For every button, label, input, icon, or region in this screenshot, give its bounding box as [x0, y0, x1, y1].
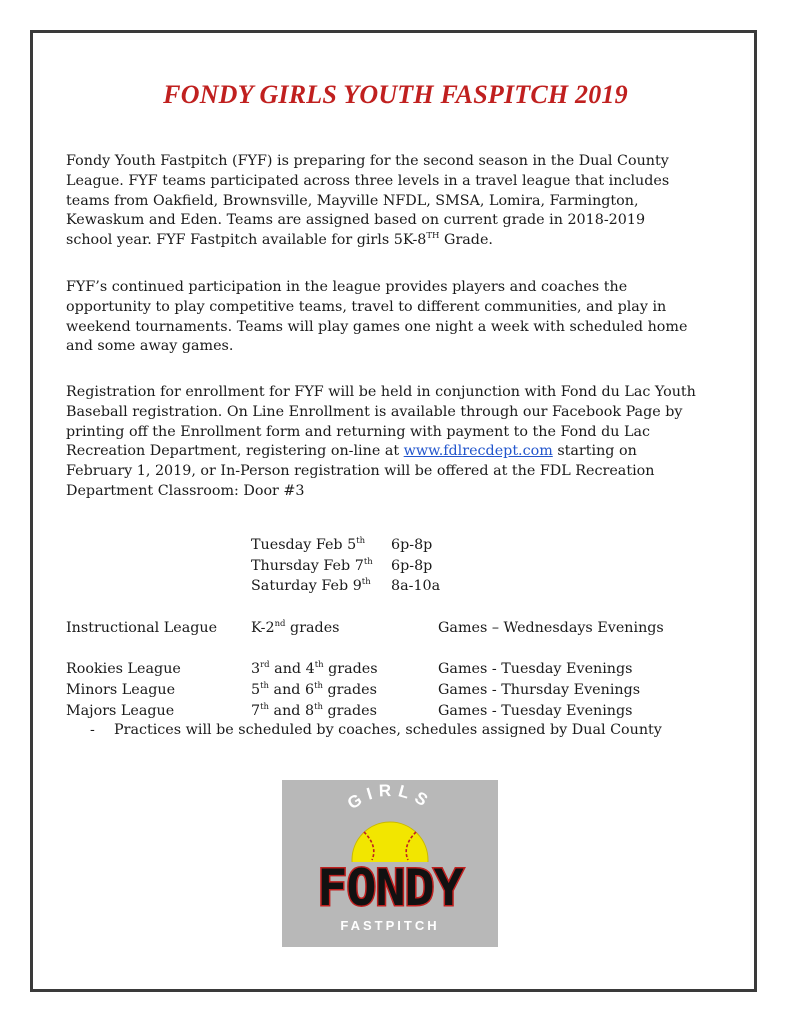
league-grades — [251, 661, 438, 677]
schedule-row — [251, 576, 440, 597]
text-line: February 1, 2019, or In-Person registration will be offered at the FDL Recreation — [66, 463, 655, 480]
practice-note — [90, 722, 662, 738]
ordinal-suffix: th — [260, 702, 269, 713]
ordinal-suffix: th — [314, 702, 323, 713]
league-row-minors — [66, 682, 640, 698]
text-segment: Grade. — [439, 232, 493, 249]
note-text: Practices will be scheduled by coaches, schedules assigned by Dual County — [114, 722, 662, 738]
schedule-time: 6p-8p — [391, 557, 433, 574]
day-label: Thursday Feb 7 — [251, 557, 364, 574]
schedule-time: 6p-8p — [391, 537, 433, 553]
league-games: Games – Wednesdays Evenings — [438, 620, 664, 636]
grade-text: 5 — [251, 682, 261, 698]
grade-text: grades — [285, 620, 340, 636]
grade-text: and 6 — [269, 682, 315, 698]
league-grades — [251, 682, 438, 698]
intro-paragraph — [66, 152, 716, 251]
grade-text: 3 — [251, 661, 261, 677]
text-line: weekend tournaments. Teams will play games one night a week with scheduled home — [66, 318, 688, 335]
text-segment: school year. FYF Fastpitch available for girls 5K-8 — [66, 232, 427, 249]
ordinal-suffix: rd — [260, 660, 270, 671]
logo-main-text: FONDY — [317, 859, 463, 917]
text-line: Fondy Youth Fastpitch (FYF) is preparing for the second season in the Dual County — [66, 153, 669, 169]
logo-arc-text: GIRLS — [344, 780, 437, 814]
schedule-row — [251, 556, 440, 577]
ordinal-suffix: th — [260, 681, 269, 692]
ordinal-suffix: th — [356, 536, 366, 547]
league-games: Games - Thursday Evenings — [438, 682, 641, 698]
league-games: Games - Tuesday Evenings — [438, 661, 633, 677]
registration-link[interactable]: www.fdlrecdept.com — [403, 443, 553, 460]
grade-text: 7 — [251, 703, 261, 719]
text-line: Registration for enrollment for FYF will be held in conjunction with Fond du Lac Youth — [66, 384, 696, 400]
text-line: teams from Oakfield, Brownsville, Mayville NFDL, SMSA, Lomira, Farmington, — [66, 192, 639, 209]
ordinal-suffix: nd — [274, 619, 286, 630]
ordinal-suffix: TH — [426, 231, 440, 242]
league-name: Rookies League — [66, 661, 181, 677]
page-title: FONDY GIRLS YOUTH FASPITCH 2019 — [163, 80, 628, 109]
registration-paragraph — [66, 383, 716, 502]
grade-text: and 8 — [269, 703, 315, 719]
league-grades — [251, 620, 438, 636]
text-line: Kewaskum and Eden. Teams are assigned based on current grade in 2018-2019 — [66, 212, 646, 229]
league-name: Majors League — [66, 703, 175, 719]
text-line: League. FYF teams participated across three levels in a travel league that includes — [66, 172, 670, 189]
schedule-day — [251, 535, 391, 556]
registration-schedule — [251, 535, 440, 597]
league-name: Minors League — [66, 682, 176, 698]
text-line: and some away games. — [66, 338, 234, 355]
day-label: Tuesday Feb 5 — [251, 537, 357, 553]
league-row-instructional — [66, 620, 664, 636]
text-line: opportunity to play competitive teams, travel to different communities, and play in — [66, 298, 667, 315]
league-row-majors — [66, 703, 633, 719]
grade-text: and 4 — [269, 661, 315, 677]
schedule-time: 8a-10a — [391, 578, 441, 594]
text-line: Baseball registration. On Line Enrollment is available through our Facebook Page by — [66, 403, 683, 420]
league-games: Games - Tuesday Evenings — [438, 703, 633, 719]
grade-text: grades — [322, 682, 377, 698]
schedule-day — [251, 576, 391, 597]
grade-text: grades — [322, 703, 377, 719]
text-segment: starting on — [552, 443, 637, 460]
schedule-row — [251, 535, 440, 556]
text-line: printing off the Enrollment form and returning with payment to the Fond du Lac — [66, 423, 651, 440]
schedule-day — [251, 556, 391, 577]
grade-text: K-2 — [251, 620, 275, 636]
league-grades — [251, 703, 438, 719]
ordinal-suffix: th — [363, 556, 373, 567]
text-line — [66, 231, 716, 251]
league-row-rookies — [66, 661, 633, 677]
ordinal-suffix: th — [314, 660, 324, 671]
fondy-fastpitch-logo — [282, 780, 498, 947]
participation-paragraph — [66, 278, 716, 357]
ordinal-suffix: th — [361, 577, 371, 588]
list-dash: - — [90, 722, 95, 738]
league-name: Instructional League — [66, 620, 218, 636]
logo-sub-text: FASTPITCH — [340, 918, 440, 933]
grade-text: grades — [323, 661, 378, 677]
text-line — [66, 442, 716, 462]
softball-icon — [282, 780, 498, 947]
ordinal-suffix: th — [314, 681, 323, 692]
text-segment: Recreation Department, registering on-line at — [66, 443, 404, 460]
day-label: Saturday Feb 9 — [251, 578, 362, 594]
text-line: Department Classroom: Door #3 — [66, 482, 305, 499]
text-line: FYF’s continued participation in the league provides players and coaches the — [66, 279, 628, 295]
